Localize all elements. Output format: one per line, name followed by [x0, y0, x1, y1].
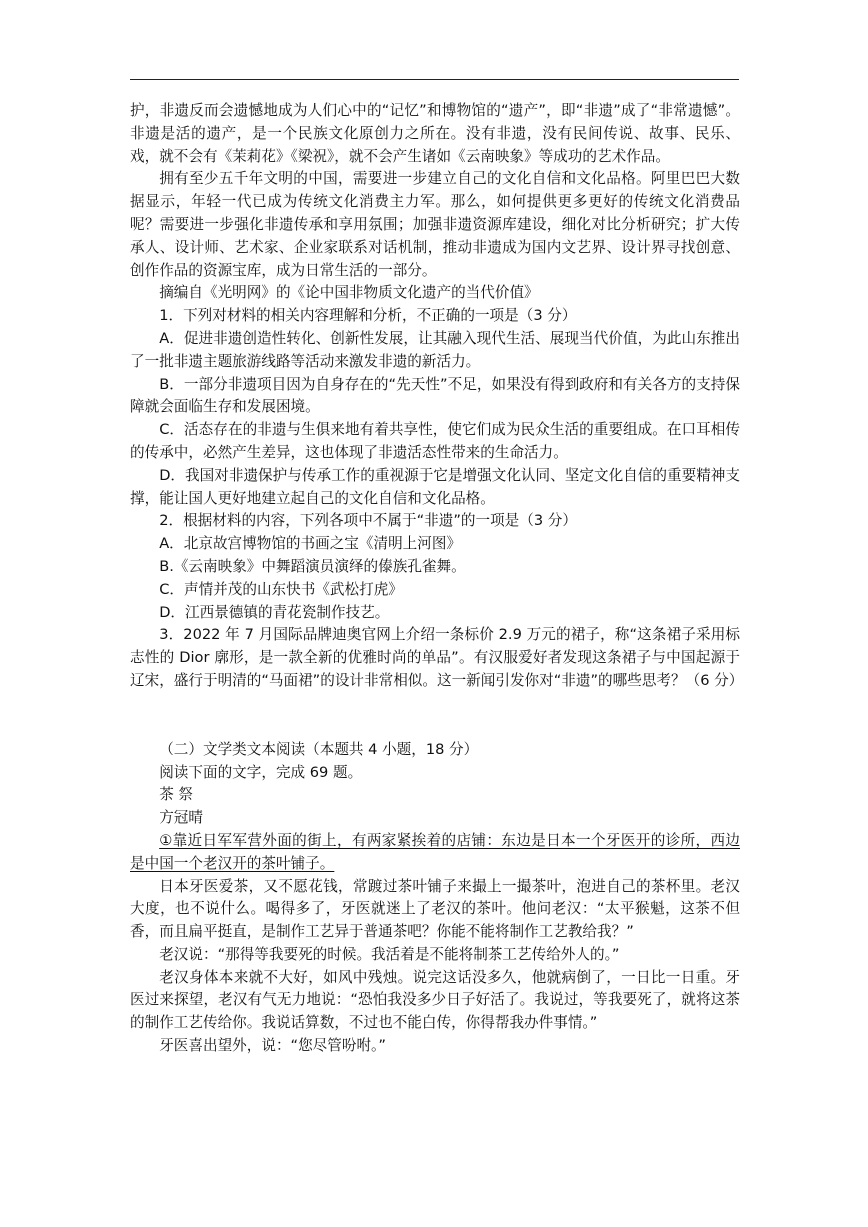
paragraph: D．我国对非遗保护与传承工作的重视源于它是增强文化认同、坚定文化自信的重要精神支撑，能让国人更好地建立起自己的文化自信和文化品格。: [130, 466, 740, 507]
paragraph: 牙医喜出望外，说：“您尽管吩咐。”: [159, 1037, 386, 1055]
paragraph: 1．下列对材料的相关内容理解和分析，不正确的一项是（3 分）: [159, 307, 577, 325]
paragraph: A．北京故宫博物馆的书画之宝《清明上河图》: [159, 535, 462, 553]
paragraph: 方冠晴: [159, 809, 203, 827]
paragraph: C．活态存在的非遗与生俱来地有着共享性，使它们成为民众生活的重要组成。在口耳相传的传承中，必然产生差异，这也体现了非遗活态性带来的生命活力。: [130, 421, 740, 461]
paragraph: 茶 祭: [159, 786, 194, 804]
header-rule: [130, 79, 739, 80]
paragraph: 阅读下面的文字，完成 69 题。: [159, 763, 363, 781]
paragraph: A．促进非遗创造性转化、创新性发展，让其融入现代生活、展现当代价值，为此山东推出了一批非遗主题旅游线路等活动来激发非遗的新活力。: [130, 329, 740, 370]
paragraph: 摘编自《光明网》的《论中国非物质文化遗产的当代价值》: [159, 284, 539, 302]
paragraph: 老汉说：“那得等我要死的时候。我活着是不能将制茶工艺传给外人的。”: [159, 945, 620, 963]
document-page: [130, 100, 744, 1058]
paragraph: C．声情并茂的山东快书《武松打虎》: [159, 580, 403, 598]
paragraph: （二）文学类文本阅读（本题共 4 小题，18 分）: [159, 740, 479, 758]
paragraph: 3．2022 年 7 月国际品牌迪奥官网上介绍一条标价 2.9 万元的裙子，称“这条裙子采用标志性的 Dior 廓形，是一款全新的优雅时尚的单品”。有汉服爱好者发现这条裙子与中国起源于辽宋，盛行于明清的“马面裙”的设计非常相似。这一新闻引发你对“非遗”的哪些思考？（6 分）: [130, 626, 744, 689]
paragraph: D．江西景德镇的青花瓷制作技艺。: [159, 603, 390, 621]
section-gap: [130, 693, 740, 739]
paragraph: 日本牙医爱茶，又不愿花钱，常踱过茶叶铺子来撮上一撮茶叶，泡进自己的茶杯里。老汉大度，也不说什么。喝得多了，牙医就迷上了老汉的茶叶。他问老汉：“太平猴魁，这茶不但香，而且扁平挺直，是制作工艺异于普通茶吧？你能不能将制作工艺教给我？”: [130, 877, 740, 941]
paragraph: 2．根据材料的内容，下列各项中不属于“非遗”的一项是（3 分）: [159, 512, 577, 530]
paragraph: 护，非遗反而会遗憾地成为人们心中的“记忆”和博物馆的“遗产”，即“非遗”成了“非常遗憾”。非遗是活的遗产，是一个民族文化原创力之所在。没有非遗，没有民间传说、故事、民乐、戏，就不会有《茉莉花》《梁祝》，就不会产生诸如《云南映象》等成功的艺术作品。: [130, 102, 740, 165]
paragraph: B．一部分非遗项目因为自身存在的“先天性”不足，如果没有得到政府和有关各方的支持保障就会面临生存和发展困境。: [130, 375, 740, 416]
paragraph: ①靠近日军军营外面的街上，有两家紧挨着的店铺：东边是日本一个牙医开的诊所，西边是中国一个老汉开的茶叶铺子。: [130, 831, 740, 872]
paragraph: 拥有至少五千年文明的中国，需要进一步建立自己的文化自信和文化品格。阿里巴巴大数据显示，年轻一代已成为传统文化消费主力军。那么，如何提供更多更好的传统文化消费品呢？需要进一步强化非遗传承和享用氛围；加强非遗资源库建设，细化对比分析研究；扩大传承人、设计师、艺术家、企业家联系对话机制，推动非遗成为国内文艺界、设计界寻找创意、创作作品的资源宝库，成为日常生活的一部分。: [130, 170, 740, 279]
paragraph: B.《云南映象》中舞蹈演员演绎的傣族孔雀舞。: [159, 557, 466, 575]
paragraph: 老汉身体本来就不大好，如风中残烛。说完这话没多久，他就病倒了，一日比一日重。牙医过来探望，老汉有气无力地说：“恐怕我没多少日子好活了。我说过，等我要死了，就将这茶的制作工艺传给你。我说话算数，不过也不能白传，你得帮我办件事情。”: [130, 968, 740, 1032]
